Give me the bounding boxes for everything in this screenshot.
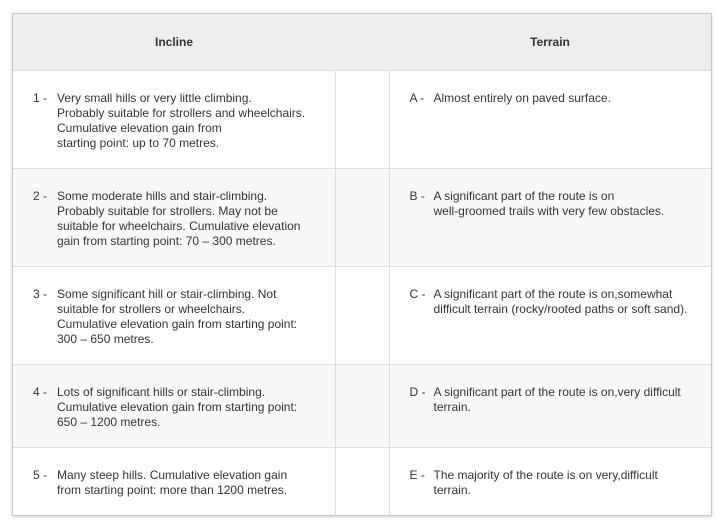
spacer-cell [335,365,389,448]
terrain-cell [389,169,711,267]
table-row [13,448,711,517]
incline-cell [13,169,335,267]
terrain-cell [389,71,711,169]
spacer-cell [335,448,389,517]
terrain-cell [389,267,711,365]
terrain-code: E - [409,468,425,482]
header-spacer [335,14,389,71]
table-row [13,267,711,365]
incline-code: 4 - [33,385,48,399]
terrain-description: A significant part of the route is on well-groomed trails with very few obstacles. [433,189,665,218]
terrain-code: C - [409,287,426,301]
terrain-cell [389,448,711,517]
spacer-cell [335,169,389,267]
terrain-description: A significant part of the route is on,very difficult terrain. [433,385,681,414]
incline-header: Incline [13,14,335,71]
table-row [13,71,711,169]
incline-code: 3 - [33,287,48,301]
incline-description: Some moderate hills and stair-climbing. Probably suitable for strollers. May not be suitable for wheelchairs. Cumulative elevation gain from starting point: 70 – 300 metres. [57,189,301,248]
incline-code: 2 - [33,189,48,203]
terrain-description: Almost entirely on paved surface. [433,91,611,105]
incline-cell [13,267,335,365]
incline-cell [13,448,335,517]
terrain-code: D - [409,385,426,399]
incline-description: Many steep hills. Cumulative elevation gain from starting point: more than 1200 metres. [57,468,288,497]
incline-description: Very small hills or very little climbing. Probably suitable for strollers and wheelchairs. Cumulative elevation gain from starting point: up to 70 metres. [57,91,306,150]
terrain-description: A significant part of the route is on,somewhat difficult terrain (rocky/rooted paths or soft sand). [433,287,688,316]
difficulty-grid [13,14,711,516]
terrain-cell [389,365,711,448]
table-row [13,365,711,448]
difficulty-table [12,13,712,516]
incline-code: 1 - [33,91,48,105]
terrain-code: A - [409,91,425,105]
incline-description: Some significant hill or stair-climbing. Not suitable for strollers or wheelchairs. Cumulative elevation gain from starting point: 300 – 650 metres. [57,287,298,346]
incline-cell [13,365,335,448]
table-row [13,169,711,267]
spacer-cell [335,71,389,169]
terrain-description: The majority of the route is on very,difficult terrain. [433,468,658,497]
incline-code: 5 - [33,468,48,482]
incline-description: Lots of significant hills or stair-climbing. Cumulative elevation gain from starting point: 650 – 1200 metres. [57,385,298,429]
terrain-header: Terrain [389,14,711,71]
header-row [13,14,711,71]
incline-cell [13,71,335,169]
terrain-code: B - [409,189,425,203]
spacer-cell [335,267,389,365]
